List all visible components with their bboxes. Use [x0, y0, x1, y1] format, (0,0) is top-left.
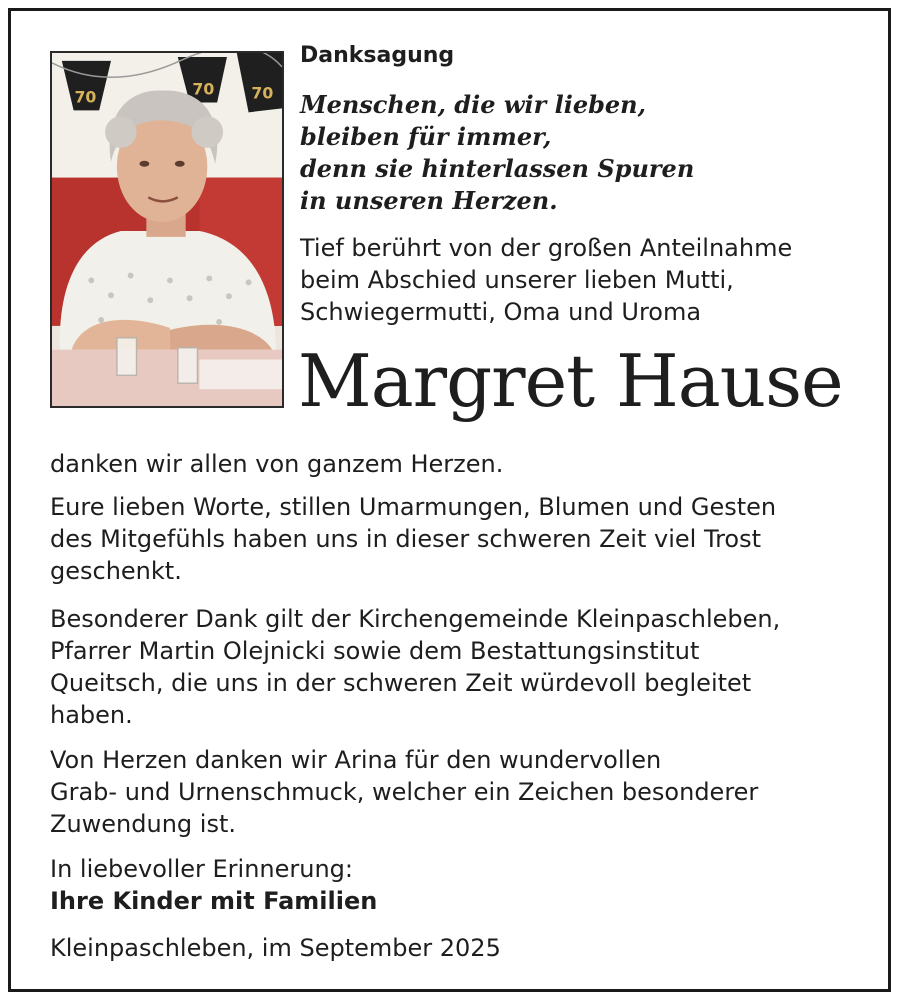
paragraph-line: Eure lieben Worte, stillen Umarmungen, Blumen und Gesten [50, 493, 777, 521]
place-date: Kleinpaschleben, im September 2025 [50, 934, 501, 962]
banner-number: 70 [74, 87, 97, 107]
paragraph-line: Von Herzen danken wir Arina für den wundervollen [50, 746, 662, 774]
paragraph-line: Besonderer Dank gilt der Kirchengemeinde Kleinpaschleben, [50, 605, 781, 633]
thanks-paragraph [50, 448, 503, 480]
paragraph-line: Pfarrer Martin Olejnicki sowie dem Bestattungsinstitut [50, 637, 700, 665]
banner-number: 70 [251, 83, 274, 103]
paragraph-line: Zuwendung ist. [50, 810, 236, 838]
paragraph-line: geschenkt. [50, 557, 182, 585]
paragraph-line: Queitsch, die uns in der schweren Zeit würdevoll begleitet [50, 669, 752, 697]
poem-line: denn sie hinterlassen Spuren [300, 154, 695, 183]
poem-line: in unseren Herzen. [300, 186, 558, 215]
poem-line: Menschen, die wir lieben, [300, 90, 646, 119]
poem-line: bleiben für immer, [300, 122, 552, 151]
thanks-paragraph [50, 491, 776, 587]
intro-line: beim Abschied unserer lieben Mutti, [300, 266, 734, 294]
closing [50, 853, 377, 917]
thanks-paragraph [50, 603, 780, 731]
paragraph-line: des Mitgefühls haben uns in dieser schweren Zeit viel Trost [50, 525, 762, 553]
intro-line: Tief berührt von der großen Anteilnahme [300, 234, 793, 262]
paragraph-line: danken wir allen von ganzem Herzen. [50, 450, 504, 478]
banner-number: 70 [192, 79, 215, 99]
thanks-paragraph [50, 744, 758, 840]
deceased-name: Margret Hause [298, 339, 843, 423]
portrait-photo [50, 51, 284, 408]
paragraph-line: haben. [50, 701, 133, 729]
portrait-illustration [52, 53, 282, 406]
intro-line: Schwiegermutti, Oma und Uroma [300, 298, 702, 326]
signature: Ihre Kinder mit Familien [50, 887, 378, 915]
paragraph-line: Grab- und Urnenschmuck, welcher ein Zeichen besonderer [50, 778, 759, 806]
poem [300, 89, 694, 217]
intro-text [300, 232, 792, 328]
heading: Danksagung [300, 43, 455, 68]
closing-line: In liebevoller Erinnerung: [50, 855, 353, 883]
